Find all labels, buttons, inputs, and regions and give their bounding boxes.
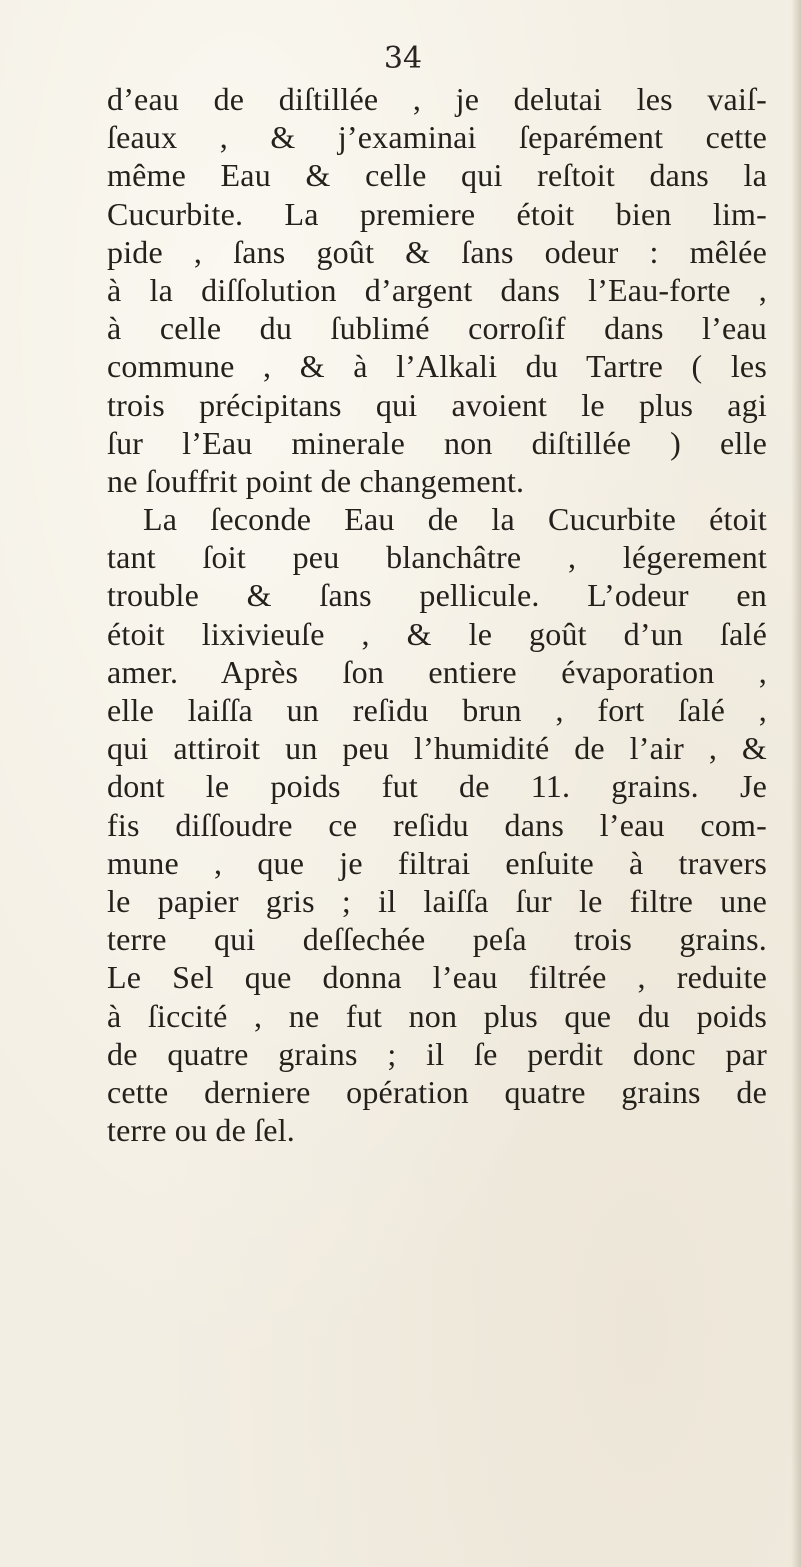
text-line: d’eau de diſtillée , je delutai les vaiſ-	[107, 81, 767, 117]
text-line: ne ſouffrit point de changement.	[107, 462, 525, 499]
text-line: le papier gris ; il laiſſa ſur le filtre une	[107, 882, 767, 919]
text-line: Cucurbite. La premiere étoit bien lim-	[107, 195, 767, 232]
text-line: ſur l’Eau minerale non diſtillée ) elle	[107, 424, 767, 461]
text-line: cette derniere opération quatre grains de	[107, 1073, 767, 1110]
body-text	[107, 80, 767, 1149]
text-line: Le Sel que donna l’eau filtrée , reduite	[107, 959, 767, 996]
text-line: terre qui deſſechée peſa trois grains.	[107, 921, 767, 958]
text-line: trouble & ſans pellicule. L’odeur en	[107, 577, 767, 614]
page-edge-shadow	[791, 0, 801, 1567]
text-line: de quatre grains ; il ſe perdit donc par	[107, 1035, 767, 1072]
paragraph-first-line: La ſeconde Eau de la Cucurbite étoit	[143, 501, 767, 538]
text-line: même Eau & celle qui reſtoit dans la	[107, 157, 767, 194]
text-line: à celle du ſublimé corroſif dans l’eau	[107, 310, 767, 347]
text-line: mune , que je filtrai enſuite à travers	[107, 844, 767, 881]
text-line: terre ou de ſel.	[107, 1112, 295, 1149]
page-number: 34	[383, 41, 423, 76]
text-line: étoit lixivieuſe , & le goût d’un ſalé	[107, 615, 767, 652]
text-line: commune , & à l’Alkali du Tartre ( les	[107, 348, 767, 385]
text-line: trois précipitans qui avoient le plus agi	[107, 386, 767, 423]
text-line: amer. Après ſon entiere évaporation ,	[107, 653, 767, 690]
text-line: pide , ſans goût & ſans odeur : mêlée	[107, 233, 767, 270]
text-line: tant ſoit peu blanchâtre , légerement	[107, 539, 767, 576]
text-line: à ſiccité , ne fut non plus que du poids	[107, 997, 767, 1034]
text-line: ſeaux , & j’examinai ſeparément cette	[107, 119, 767, 156]
text-line: elle laiſſa un reſidu brun , fort ſalé ,	[107, 692, 767, 728]
text-line: fis diſſoudre ce reſidu dans l’eau com-	[107, 806, 767, 843]
text-line: qui attiroit un peu l’humidité de l’air , &	[107, 730, 767, 767]
text-line: dont le poids fut de 11. grains. Je	[107, 768, 767, 805]
text-line: à la diſſolution d’argent dans l’Eau-forte ,	[107, 271, 767, 308]
